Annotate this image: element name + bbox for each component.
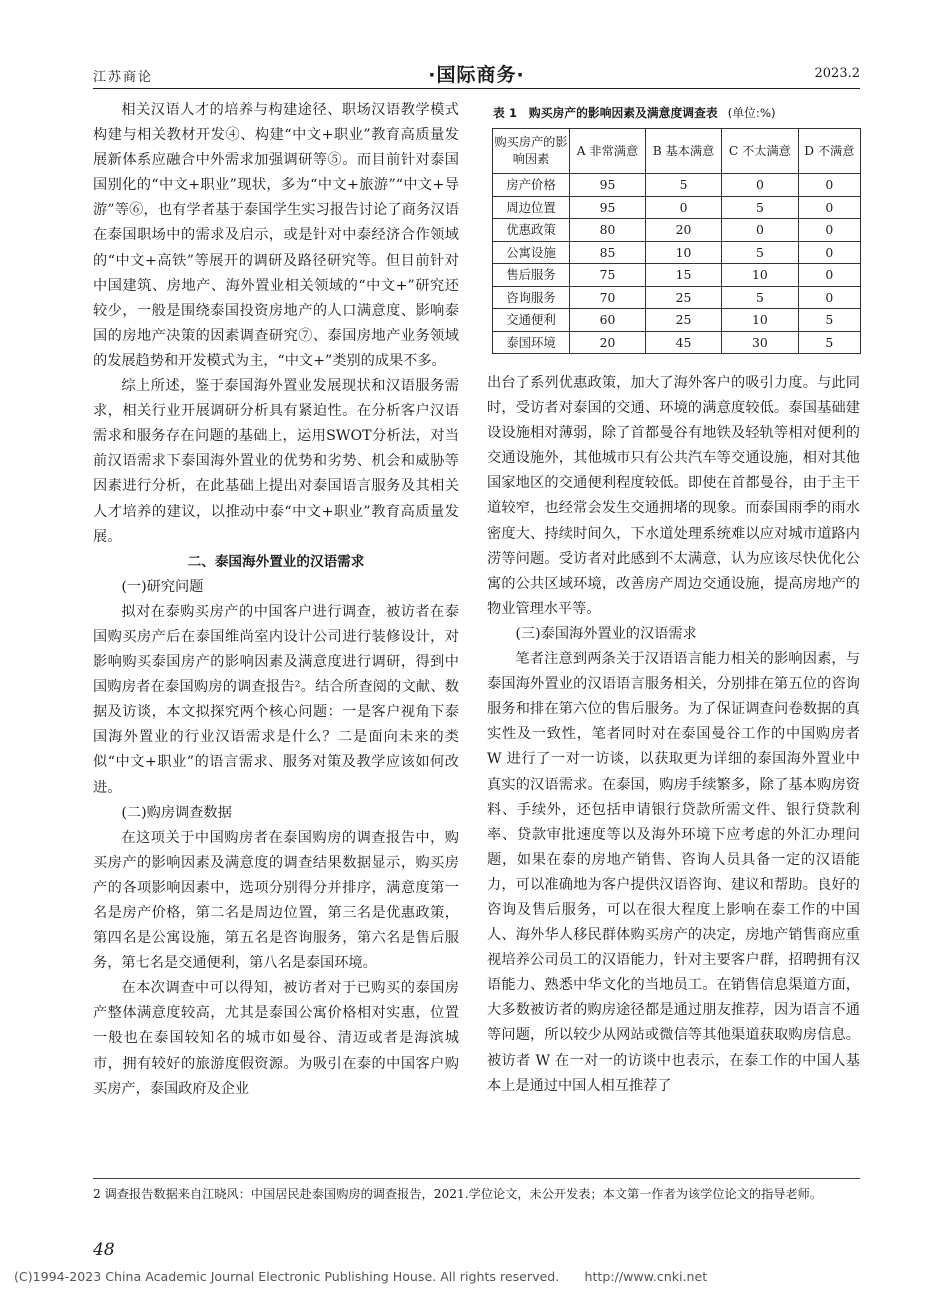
section-name: ·国际商务· [428,64,525,86]
table-header-cell: C 不太满意 [722,129,799,174]
running-header [93,62,860,88]
table-cell: 15 [645,264,721,287]
section-heading: 二、泰国海外置业的汉语需求 [187,553,365,570]
table-row [493,174,861,197]
body-paragraph: 拟对在泰购买房产的中国客户进行调查，被访者在泰国购买房产后在泰国维尚室内设计公司进行装修设计，对影响购买泰国房产的影响因素及满意度进行调研，得到中国购房者在泰国购房的调查报告²。结合所查阅的文献、数据及访谈，本文拟探究两个核心问题：一是客户视角下泰国海外置业的行业汉语需求是什么？二是面向未来的类似“中文+职业”的语言需求、服务对策及教学应该如何改进。 [93,603,459,796]
copyright-notice: (C)1994-2023 China Academic Journal Electronic Publishing House. All rights reserved. http://www.cnki.net [14,1269,708,1284]
header-rule [93,88,860,89]
table-cell: 5 [722,241,799,264]
table-cell: 20 [570,331,646,354]
body-paragraph: 在这项关于中国购房者在泰国购房的调查报告中，购买房产的影响因素及满意度的调查结果数据显示，购买房产的各项影响因素中，选项分别得分并排序，满意度第一名是房产价格，第二名是周边位置，第三名是优惠政策，第四名是公寓设施，第五名是咨询服务，第六名是售后服务，第七名是交通便利，第八名是泰国环境。 [93,829,459,972]
table-cell: 45 [645,331,721,354]
table-cell: 25 [645,309,721,332]
table-cell: 0 [798,174,860,197]
table-cell: 5 [798,309,860,332]
table-cell: 10 [722,264,799,287]
body-paragraph: 在本次调查中可以得知，被访者对于已购买的泰国房产整体满意度较高，尤其是泰国公寓价格相对实惠，位置一般也在泰国较知名的城市如曼谷、清迈或者是海滨城市，拥有较好的旅游度假资源。为吸引在泰的中国客户购买房产，泰国政府及企业 [93,980,459,1097]
table-cell: 0 [798,219,860,242]
body-paragraph: 笔者注意到两条关于汉语语言能力相关的影响因素，与泰国海外置业的汉语语言服务相关，分别排在第五位的咨询服务和排在第六位的售后服务。为了保证调查问卷数据的真实性及一致性，笔者同时对在泰国曼谷工作的中国购房者 W 进行了一对一访谈，以获取更为详细的泰国海外置业中真实的汉语需求。在泰国，购房手续繁多，除了基本购房资料、手续外，还包括申请银行贷款所需文件、银行贷款利率、贷款审批速度等以及海外环境下应考虑的外汇办理问题，如果在泰的房地产销售、咨询人员具备一定的汉语能力，可以准确地为客户提供汉语咨询、建议和帮助。良好的咨询及售后服务，可以在很大程度上影响在泰工作的中国人、海外华人移民群体购买房产的决定，房地产销售商应重视培养公司员工的汉语能力，针对主要客户群，招聘拥有汉语能力、熟悉中华文化的当地员工。在销售信息渠道方面，大多数被访者的购房途径都是通过朋友推荐，因为语言不通等问题，所以较少从网站或微信等其他渠道获取购房信息。被访者 W 在一对一的访谈中也表示，在泰工作的中国人基本上是通过中国人相互推荐了 [487,651,860,1094]
table-cell: 5 [645,174,721,197]
table-cell: 优惠政策 [493,219,570,242]
table-header-cell: 购买房产的影响因素 [493,129,570,174]
table-cell: 售后服务 [493,264,570,287]
table-cell: 5 [722,286,799,309]
table-header-row [493,129,861,174]
table-header-cell: A 非常满意 [570,129,646,174]
footnote: 2 调查报告数据来自江晓风：中国居民赴泰国购房的调查报告，2021.学位论文，未公开发表；本文第一作者为该学位论文的指导老师。 [93,1187,823,1201]
table-header-cell: B 基本满意 [645,129,721,174]
left-column [93,98,459,1155]
table-caption [493,104,860,121]
subsection-heading: (二)购房调查数据 [121,804,232,821]
table-cell: 公寓设施 [493,241,570,264]
table-cell: 10 [645,241,721,264]
page-number: 48 [93,1240,115,1260]
table-row [493,219,861,242]
body-paragraph: 综上所述，鉴于泰国海外置业发展现状和汉语服务需求，相关行业开展调研分析具有紧迫性。在分析客户汉语需求和服务存在问题的基础上，运用SWOT分析法，对当前汉语需求下泰国海外置业的优势和劣势、机会和威胁等因素进行分析，在此基础上提出对泰国语言服务及其相关人才培养的建议，以推动中泰“中文+职业”教育高质量发展。 [93,378,459,545]
table-cell: 交通便利 [493,309,570,332]
table-row [493,241,861,264]
table-cell: 5 [722,196,799,219]
table-header-cell: D 不满意 [798,129,860,174]
table-cell: 25 [645,286,721,309]
table-title: 表 1 购买房产的影响因素及满意度调查表 [493,106,718,120]
table-cell: 20 [645,219,721,242]
table-cell: 95 [570,174,646,197]
table-cell: 95 [570,196,646,219]
table-cell: 房产价格 [493,174,570,197]
journal-name: 江苏商论 [93,70,154,85]
table-cell: 0 [798,286,860,309]
table-cell: 10 [722,309,799,332]
issue-number: 2023.2 [814,66,860,81]
table-cell: 周边位置 [493,196,570,219]
footnote-rule [93,1178,860,1179]
table-row [493,331,861,354]
table-row [493,286,861,309]
table-cell: 5 [798,331,860,354]
table-cell: 60 [570,309,646,332]
survey-table [492,128,861,354]
table-cell: 咨询服务 [493,286,570,309]
table-cell: 80 [570,219,646,242]
table-cell: 0 [722,219,799,242]
body-paragraph: 相关汉语人才的培养与构建途径、职场汉语教学模式构建与相关教材开发④、构建“中文+职业”教育高质量发展新体系应融合中外需求加强调研等⑤。而目前针对泰国国别化的“中文+职业”现状，多为“中文+旅游”“中文+导游”等⑥，也有学者基于泰国学生实习报告讨论了商务汉语在泰国职场中的需求及启示，或是针对中泰经济合作领域的“中文+高铁”等展开的调研及路径研究等。但目前针对中国建筑、房地产、海外置业相关领域的“中文+”研究还较少，一般是围绕泰国投资房地产的人口满意度、影响泰国的房地产决策的因素调查研究⑦、泰国房地产业务领域的发展趋势和开发模式为主，“中文+”类别的成果不多。 [93,102,459,369]
table-cell: 85 [570,241,646,264]
table-cell: 泰国环境 [493,331,570,354]
subsection-heading: (一)研究问题 [121,578,204,595]
table-cell: 70 [570,286,646,309]
table-cell: 0 [798,241,860,264]
table-cell: 0 [645,196,721,219]
body-paragraph: 出台了系列优惠政策，加大了海外客户的吸引力度。与此同时，受访者对泰国的交通、环境的满意度较低。泰国基础建设设施相对薄弱，除了首都曼谷有地铁及轻轨等相对便利的交通设施外，其他城市只有公共汽车等交通设施，相对其他国家地区的交通便利程度较低。即使在首都曼谷，由于主干道较窄，也经常会发生交通拥堵的现象。而泰国雨季的雨水密度大、持续时间久，下水道处理系统难以应对城市道路内涝等问题。受访者对此感到不太满意，认为应该尽快优化公寓的公共区域环境，改善房产周边交通设施，提高房地产的物业管理水平等。 [487,375,860,617]
table-cell: 30 [722,331,799,354]
table-row [493,196,861,219]
table-unit: (单位:%) [727,106,776,120]
subsection-heading: (三)泰国海外置业的汉语需求 [515,625,697,642]
table-cell: 0 [798,264,860,287]
table-cell: 0 [722,174,799,197]
table-cell: 0 [798,196,860,219]
table-row [493,264,861,287]
right-column [487,371,860,1155]
table-cell: 75 [570,264,646,287]
table-row [493,309,861,332]
